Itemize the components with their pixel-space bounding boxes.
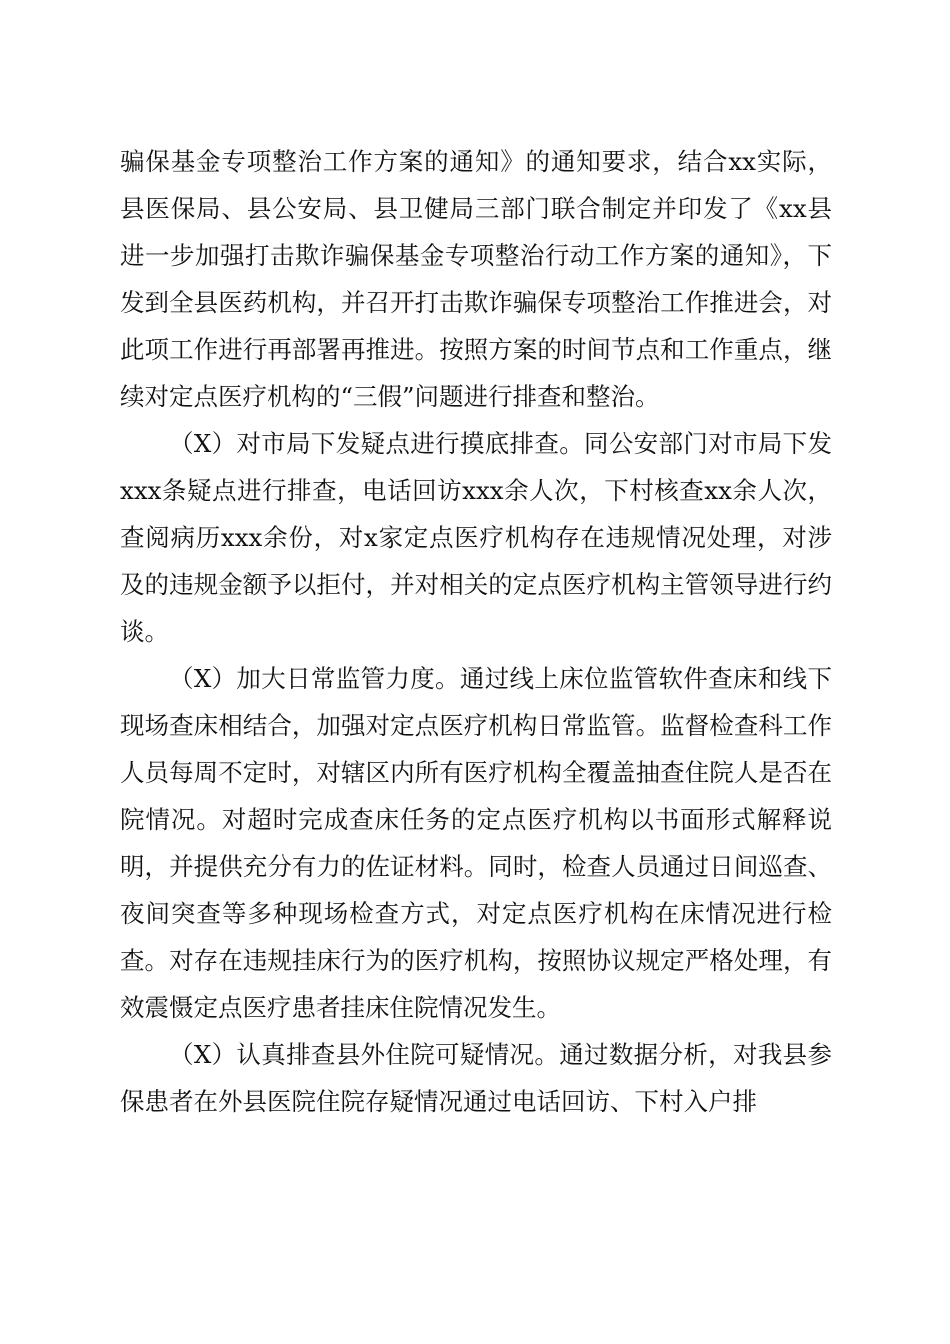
- document-body: [120, 138, 832, 1125]
- paragraph-2: （X）对市局下发疑点进行摸底排查。同公安部门对市局下发xxx条疑点进行排查，电话回访xxx余人次，下村核查xx余人次，查阅病历xxx余份，对x家定点医疗机构存在违规情况处理，对涉及的违规金额予以拒付，并对相关的定点医疗机构主管领导进行约谈。: [120, 429, 832, 646]
- paragraph-3: （X）加大日常监管力度。通过线上床位监管软件查床和线下现场查床相结合，加强对定点医疗机构日常监管。监督检查科工作人员每周不定时，对辖区内所有医疗机构全覆盖抽查住院人是否在院情况。对超时完成查床任务的定点医疗机构以书面形式解释说明，并提供充分有力的佐证材料。同时，检查人员通过日间巡查、夜间突查等多种现场检查方式，对定点医疗机构在床情况进行检查。对存在违规挂床行为的医疗机构，按照协议规定严格处理，有效震慑定点医疗患者挂床住院情况发生。: [120, 664, 832, 1022]
- paragraph-1: 骗保基金专项整治工作方案的通知》的通知要求，结合xx实际，县医保局、县公安局、县卫健局三部门联合制定并印发了《xx县进一步加强打击欺诈骗保基金专项整治行动工作方案的通知》，下发到全县医药机构，并召开打击欺诈骗保专项整治工作推进会，对此项工作进行再部署再推进。按照方案的时间节点和工作重点，继续对定点医疗机构的“三假”问题进行排查和整治。: [120, 147, 832, 411]
- paragraph-4: （X）认真排查县外住院可疑情况。通过数据分析，对我县参保患者在外县医院住院存疑情况通过电话回访、下村入户排: [120, 1040, 832, 1116]
